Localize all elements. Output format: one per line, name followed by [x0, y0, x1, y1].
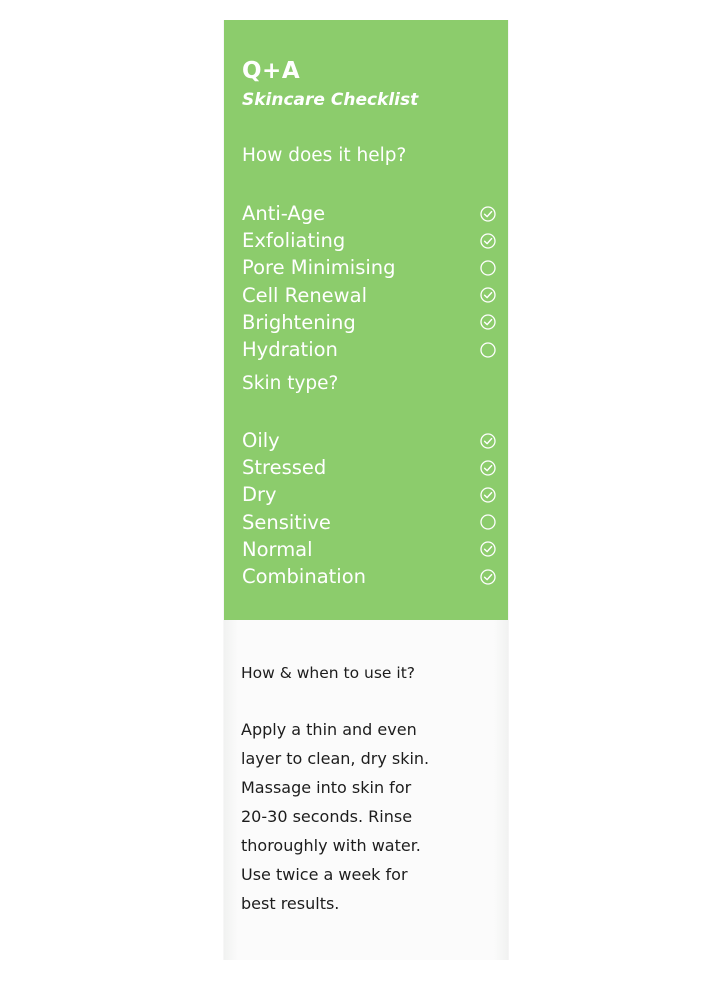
list-item — [242, 254, 496, 281]
skin-type-label: Dry — [242, 483, 277, 507]
benefit-label: Anti-Age — [242, 202, 326, 226]
list-item — [242, 309, 496, 336]
benefits-list — [242, 200, 496, 363]
list-item — [242, 509, 496, 536]
check-circle-icon — [480, 460, 496, 476]
check-circle-icon — [480, 233, 496, 249]
product-box-side-panel — [224, 20, 508, 960]
list-item — [242, 227, 496, 254]
skin-type-label: Sensitive — [242, 510, 331, 534]
empty-circle-icon — [480, 342, 496, 358]
usage-text-line: best results. — [241, 894, 340, 913]
check-circle-icon — [480, 314, 496, 330]
usage-text-line: thoroughly with water. — [241, 836, 421, 855]
list-item — [242, 427, 496, 454]
check-circle-icon — [480, 460, 496, 476]
checklist-title: Skincare Checklist — [242, 90, 419, 110]
check-circle-icon — [480, 433, 496, 449]
list-item — [242, 454, 496, 481]
skin-type-list — [242, 427, 496, 590]
empty-circle-icon — [480, 342, 496, 358]
empty-circle-icon — [480, 514, 496, 530]
list-item — [242, 282, 496, 309]
check-circle-icon — [480, 206, 496, 222]
benefit-label: Brightening — [242, 310, 356, 334]
check-circle-icon — [480, 287, 496, 303]
list-item — [242, 481, 496, 508]
list-item — [242, 200, 496, 227]
check-circle-icon — [480, 569, 496, 585]
usage-text-line: 20-30 seconds. Rinse — [241, 807, 413, 826]
list-item — [242, 563, 496, 590]
benefit-label: Pore Minimising — [242, 256, 396, 280]
usage-heading: How & when to use it? — [241, 664, 416, 682]
list-item — [242, 336, 496, 363]
usage-panel — [224, 620, 508, 960]
skin-type-question: Skin type? — [242, 373, 339, 394]
check-circle-icon — [480, 569, 496, 585]
skin-type-label: Normal — [242, 537, 313, 561]
usage-text-line: Massage into skin for — [241, 778, 412, 797]
check-circle-icon — [480, 487, 496, 503]
check-circle-icon — [480, 541, 496, 557]
usage-text-line: Use twice a week for — [241, 865, 408, 884]
benefit-label: Exfoliating — [242, 229, 346, 253]
empty-circle-icon — [480, 514, 496, 530]
empty-circle-icon — [480, 260, 496, 276]
check-circle-icon — [480, 233, 496, 249]
check-circle-icon — [480, 314, 496, 330]
list-item — [242, 536, 496, 563]
benefit-label: Cell Renewal — [242, 283, 367, 307]
usage-text-line: Apply a thin and even — [241, 720, 417, 739]
check-circle-icon — [480, 487, 496, 503]
check-circle-icon — [480, 206, 496, 222]
check-circle-icon — [480, 287, 496, 303]
benefits-question: How does it help? — [242, 145, 407, 166]
usage-text-line: layer to clean, dry skin. — [241, 749, 430, 768]
empty-circle-icon — [480, 260, 496, 276]
checklist-panel — [224, 20, 508, 620]
check-circle-icon — [480, 433, 496, 449]
skin-type-label: Stressed — [242, 456, 327, 480]
check-circle-icon — [480, 541, 496, 557]
brand-logo: Q+A — [242, 58, 301, 84]
skin-type-label: Oily — [242, 429, 280, 453]
skin-type-label: Combination — [242, 565, 366, 589]
benefit-label: Hydration — [242, 338, 338, 362]
